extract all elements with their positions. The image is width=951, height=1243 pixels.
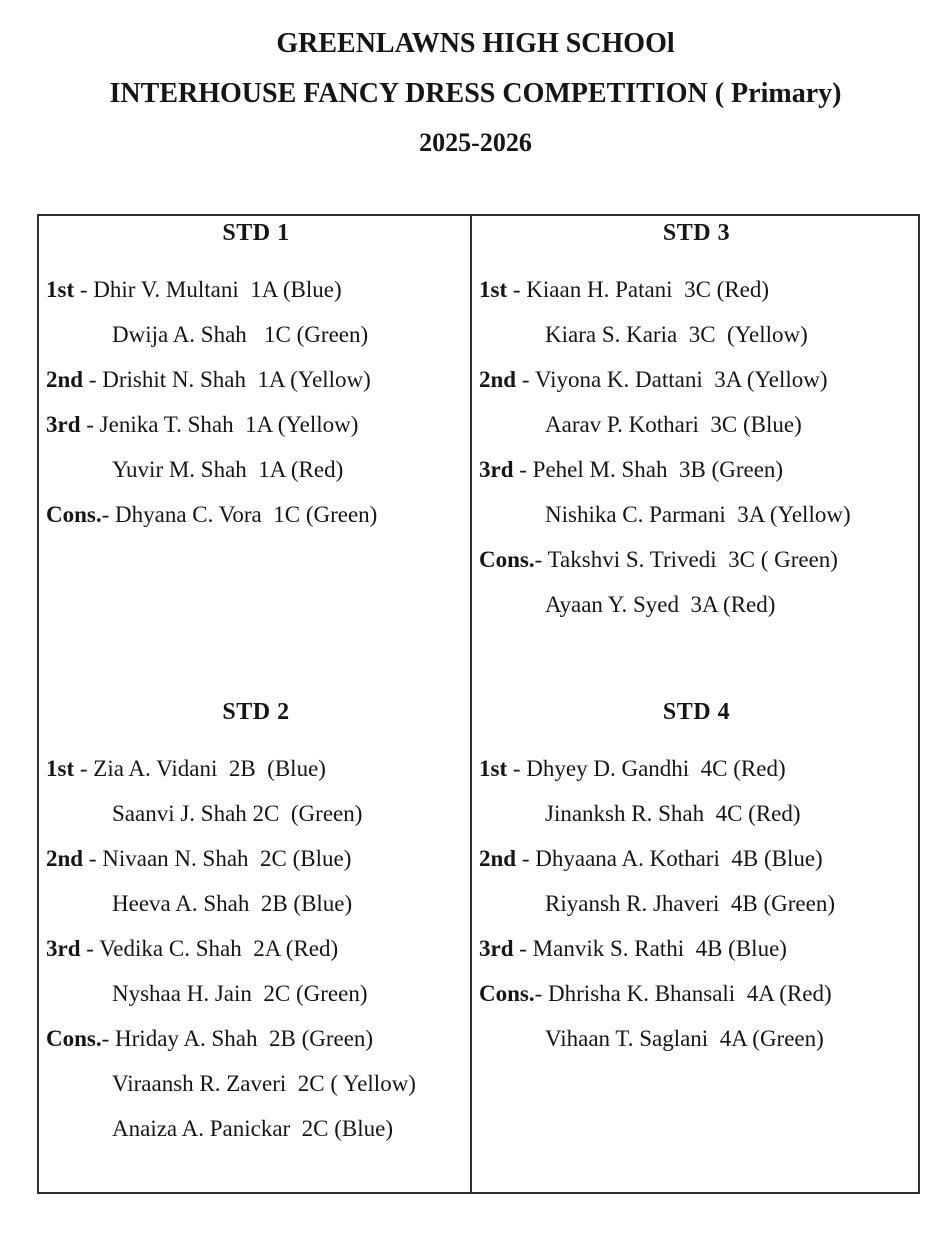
entry-line: 2nd - Nivaan N. Shah 2C (Blue) — [46, 846, 352, 871]
entry-line: Viraansh R. Zaveri 2C ( Yellow) — [112, 1071, 416, 1096]
entry-list — [46, 746, 466, 1151]
entry-list — [46, 267, 466, 537]
entry-line: Yuvir M. Shah 1A (Red) — [112, 457, 344, 482]
school-name: GREENLAWNS HIGH SCHOOl — [276, 28, 675, 59]
event-title: INTERHOUSE FANCY DRESS COMPETITION ( Primary) — [109, 78, 842, 109]
section-title: STD 3 — [662, 220, 731, 246]
section-title: STD 1 — [222, 220, 290, 246]
std-section — [46, 218, 466, 697]
entry-line: Jinanksh R. Shah 4C (Red) — [545, 801, 801, 826]
entry-line: 3rd - Pehel M. Shah 3B (Green) — [479, 457, 784, 482]
entry-line: 3rd - Vedika C. Shah 2A (Red) — [46, 936, 339, 961]
entry-line: 2nd - Drishit N. Shah 1A (Yellow) — [46, 367, 371, 392]
entry-line: 1st - Dhir V. Multani 1A (Blue) — [46, 277, 342, 302]
entry-line: Nyshaa H. Jain 2C (Green) — [112, 981, 368, 1006]
rank-prefix: Cons. — [46, 502, 102, 527]
rank-prefix: 1st — [479, 277, 508, 302]
table-column-right — [472, 216, 918, 1192]
rank-prefix: Cons. — [479, 547, 535, 572]
std-section — [479, 218, 914, 697]
entry-list — [479, 267, 914, 627]
std-section — [46, 697, 466, 1151]
entry-line: 1st - Zia A. Vidani 2B (Blue) — [46, 756, 326, 781]
entry-line: Vihaan T. Saglani 4A (Green) — [545, 1026, 824, 1051]
entry-line: Ayaan Y. Syed 3A (Red) — [545, 592, 776, 617]
rank-prefix: 1st — [46, 756, 75, 781]
entry-line: Kiara S. Karia 3C (Yellow) — [545, 322, 808, 347]
rank-prefix: 2nd — [46, 846, 84, 871]
results-table — [37, 214, 920, 1194]
rank-prefix: 3rd — [479, 457, 514, 482]
entry-line: Nishika C. Parmani 3A (Yellow) — [545, 502, 851, 527]
entry-line: 1st - Kiaan H. Patani 3C (Red) — [479, 277, 770, 302]
entry-line: Saanvi J. Shah 2C (Green) — [112, 801, 363, 826]
entry-list — [479, 746, 914, 1061]
rank-prefix: 1st — [479, 756, 508, 781]
entry-line: Cons.- Dhyana C. Vora 1C (Green) — [46, 502, 378, 527]
academic-year: 2025-2026 — [419, 128, 532, 157]
entry-line: Anaiza A. Panickar 2C (Blue) — [112, 1116, 394, 1141]
rank-prefix: Cons. — [479, 981, 535, 1006]
entry-line: 2nd - Viyona K. Dattani 3A (Yellow) — [479, 367, 828, 392]
entry-line: Riyansh R. Jhaveri 4B (Green) — [545, 891, 835, 916]
entry-line: 3rd - Manvik S. Rathi 4B (Blue) — [479, 936, 787, 961]
rank-prefix: 3rd — [46, 412, 81, 437]
rank-prefix: 1st — [46, 277, 75, 302]
entry-line: 3rd - Jenika T. Shah 1A (Yellow) — [46, 412, 359, 437]
entry-line: Aarav P. Kothari 3C (Blue) — [545, 412, 802, 437]
entry-line: 2nd - Dhyaana A. Kothari 4B (Blue) — [479, 846, 823, 871]
entry-line: Heeva A. Shah 2B (Blue) — [112, 891, 353, 916]
section-title: STD 2 — [222, 699, 290, 725]
entry-line: 1st - Dhyey D. Gandhi 4C (Red) — [479, 756, 786, 781]
entry-line: Cons.- Takshvi S. Trivedi 3C ( Green) — [479, 547, 838, 572]
document-header — [0, 0, 951, 155]
rank-prefix: Cons. — [46, 1026, 102, 1051]
section-title: STD 4 — [662, 699, 731, 725]
entry-line: Cons.- Dhrisha K. Bhansali 4A (Red) — [479, 981, 832, 1006]
entry-line: Cons.- Hriday A. Shah 2B (Green) — [46, 1026, 374, 1051]
rank-prefix: 3rd — [479, 936, 514, 961]
table-column-left — [39, 216, 472, 1192]
std-section — [479, 697, 914, 1061]
rank-prefix: 2nd — [479, 846, 517, 871]
rank-prefix: 2nd — [479, 367, 517, 392]
entry-line: Dwija A. Shah 1C (Green) — [112, 322, 369, 347]
rank-prefix: 3rd — [46, 936, 81, 961]
rank-prefix: 2nd — [46, 367, 84, 392]
